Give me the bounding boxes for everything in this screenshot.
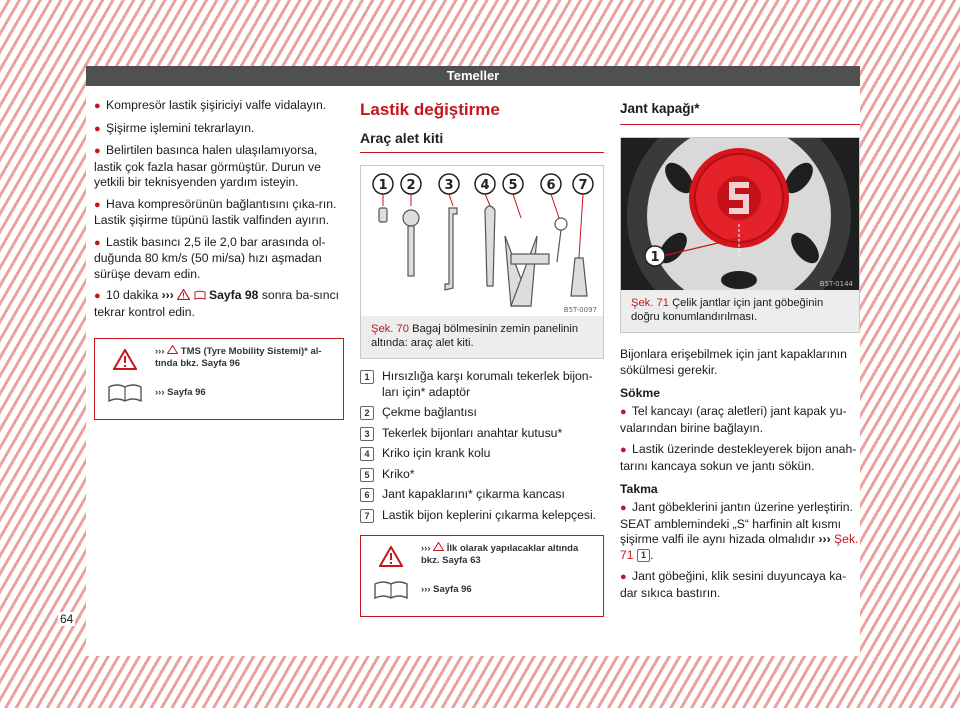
header-bar: Temeller xyxy=(86,66,860,86)
warning-box xyxy=(94,338,344,420)
triple-chevron-icon: ››› xyxy=(161,288,174,302)
warning-triangle-icon xyxy=(167,345,178,354)
bullet-icon: ● xyxy=(620,571,627,583)
bullet-icon: ● xyxy=(94,236,101,249)
callout-4: 4 xyxy=(480,178,490,193)
list-item: 7 Lastik bijon keplerini çıkarma kelepçesi. xyxy=(360,508,604,524)
page xyxy=(86,66,860,656)
warning-box xyxy=(360,535,604,617)
figure-image xyxy=(361,166,603,316)
bullet-item: ● Lastik üzerinde destekleyerek bijon anah-tarını kancaya sokun ve jantı sökün. xyxy=(620,442,857,473)
bullet-icon: ● xyxy=(620,444,627,456)
section-heading xyxy=(620,100,860,125)
list-item: 2 Çekme bağlantısı xyxy=(360,405,604,421)
bullet-item: ● Şişirme işlemini tekrarlayın. xyxy=(94,120,255,135)
callout-1: 1 xyxy=(378,178,388,193)
warning-ref: ››› Sayfa 96 xyxy=(421,584,472,595)
triple-chevron-icon: ››› xyxy=(155,387,165,398)
callout-2: 2 xyxy=(406,178,416,193)
figure-link[interactable]: Şek. 71 xyxy=(620,532,859,562)
callout-6: 6 xyxy=(546,178,556,193)
figure-ref: Şek. 71 xyxy=(631,297,669,309)
figure-caption: Şek. 71 Çelik jantlar için jant göbeğinin doğru konumlandırılması. xyxy=(621,290,859,332)
tool-list xyxy=(360,369,604,523)
triple-chevron-icon: ››› xyxy=(155,346,165,357)
figure-tool-kit xyxy=(360,165,604,359)
list-item: 4 Kriko için krank kolu xyxy=(360,446,604,462)
bullet-icon: ● xyxy=(620,502,627,514)
column-left xyxy=(94,98,344,420)
page-number: 64 xyxy=(60,612,74,626)
list-item: 6 Jant kapaklarını* çıkarma kancası xyxy=(360,487,604,503)
sub-title: Araç alet kiti xyxy=(360,130,604,153)
bullet-icon: ● xyxy=(94,145,101,157)
book-icon xyxy=(107,383,143,403)
book-icon xyxy=(194,290,206,300)
callout-5: 5 xyxy=(508,178,518,193)
bullet-icon: ● xyxy=(94,122,101,135)
triple-chevron-icon: ››› xyxy=(421,584,431,595)
bullet-icon: ● xyxy=(94,198,101,211)
warning-ref: ››› Sayfa 96 xyxy=(155,387,206,398)
figure-code: B5T-0097 xyxy=(563,306,597,314)
bullet-icon: ● xyxy=(94,100,101,112)
section-title: Lastik değiştirme xyxy=(360,100,500,119)
book-icon xyxy=(373,580,409,600)
triple-chevron-icon: ››› xyxy=(818,532,831,546)
callout-badge: 1 xyxy=(637,549,650,562)
warning-triangle-icon xyxy=(113,349,137,370)
figure-image xyxy=(621,138,859,290)
triple-chevron-icon: ››› xyxy=(421,543,431,554)
figure-ref: Şek. 70 xyxy=(371,323,409,335)
figure-caption: Şek. 70 Bagaj bölmesinin zemin panelinin altında: araç alet kiti. xyxy=(361,316,603,358)
section-title: Jant kapağı* xyxy=(620,101,700,116)
figure-wheel-cover xyxy=(620,137,860,333)
warning-text: ››› İlk olarak yapılacaklar altında bkz. Sayfa 63 xyxy=(421,543,579,566)
column-middle xyxy=(360,98,604,617)
bullet-icon: ● xyxy=(94,290,101,302)
column-right xyxy=(620,98,860,607)
takma-heading: Takma xyxy=(620,482,658,496)
callout-3: 3 xyxy=(444,178,454,193)
intro-text: Bijonlara erişebilmek için jant kapaklarının sökülmesi gerekir. xyxy=(620,347,847,377)
tool-kit-illustration xyxy=(361,166,603,316)
warning-text: ››› TMS (Tyre Mobility Sistemi)* al-tında bkz. Sayfa 96 xyxy=(155,346,322,369)
list-item: 3 Tekerlek bijonları anahtar kutusu* xyxy=(360,426,604,442)
bullet-item: ● 10 dakika ››› Sayfa 98 sonra ba-sıncı tekrar kontrol edin. xyxy=(94,288,340,319)
page-link[interactable]: Sayfa 98 xyxy=(208,288,259,302)
sokme-heading: Sökme xyxy=(620,386,660,400)
bullet-item: ● Tel kancayı (araç aletleri) jant kapak yu-valarından birine bağlayın. xyxy=(620,404,847,435)
list-item: 1 Hırsızlığa karşı korumalı tekerlek bijon-ları için* adaptör xyxy=(360,369,604,400)
warning-triangle-icon xyxy=(433,542,444,551)
bullet-item: ● Hava kompresörünün bağlantısını çıka-rın. Lastik şişirme tüpünü lastik valfinden ayırın. xyxy=(94,196,337,227)
bullet-item: ● Kompresör lastik şişiriciyi valfe vidalayın. xyxy=(94,98,327,112)
bullet-icon: ● xyxy=(620,406,627,418)
figure-code: B5T-0144 xyxy=(819,280,853,288)
bullet-item: ● Jant göbeklerini jantın üzerine yerleştirin. SEAT amblemindeki „S“ harfinin alt kısmı şişirme valfi ile aynı hizada olmalıdır ››› Şek. 71 1 . xyxy=(620,500,859,562)
bullet-item: ● Belirtilen basınca halen ulaşılamıyorsa, lastik çok fazla hasar görmüştür. Durun ve yetkili bir teknisyenden yardım isteyin. xyxy=(94,143,321,189)
warning-triangle-icon xyxy=(177,289,190,300)
wheel-illustration xyxy=(621,138,859,290)
warning-triangle-icon xyxy=(379,546,403,567)
callout-7: 7 xyxy=(578,178,588,193)
list-item: 5 Kriko* xyxy=(360,467,604,483)
callout-1: 1 xyxy=(650,250,660,265)
bullet-item: ● Lastik basıncı 2,5 ile 2,0 bar arasında ol-duğunda 80 km/s (50 mi/sa) hızı aşmadan sürüşe devam edin. xyxy=(94,234,326,281)
bullet-item: ● Jant göbeğini, klik sesini duyuncaya ka-dar sıkıca bastırın. xyxy=(620,569,847,600)
